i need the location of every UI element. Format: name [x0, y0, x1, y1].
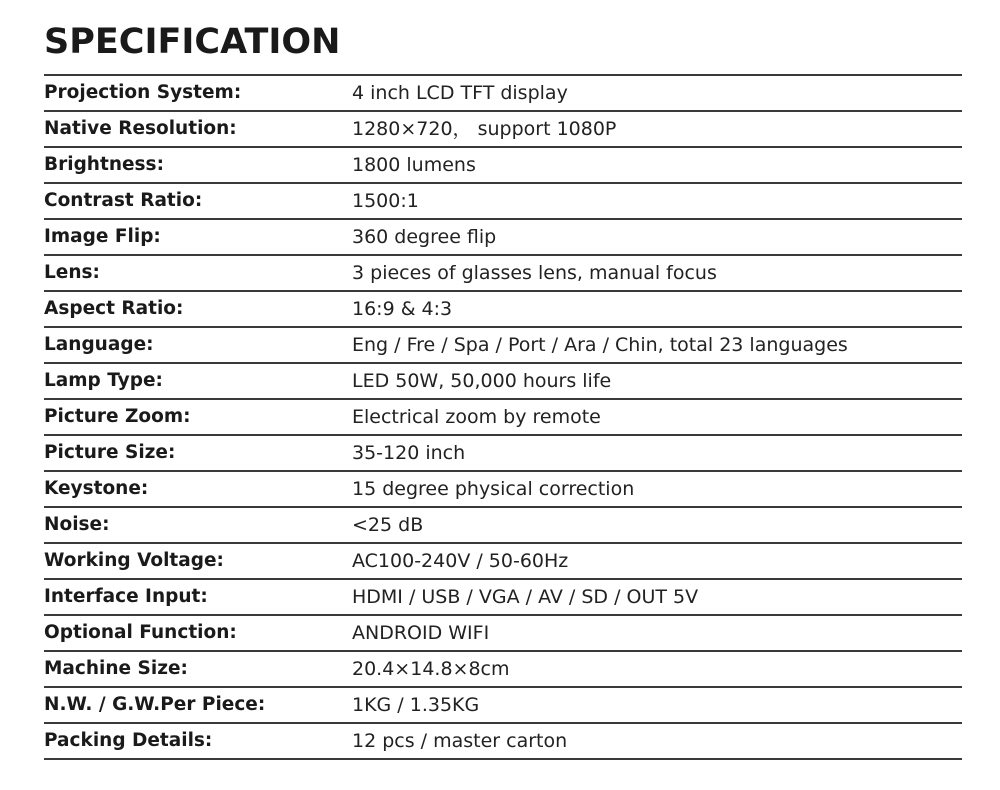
spec-value: 12 pcs / master carton	[352, 730, 568, 752]
spec-value: 35-120 inch	[352, 442, 466, 464]
spec-value: 20.4×14.8×8cm	[352, 658, 510, 680]
spec-value: 16:9 & 4:3	[352, 298, 453, 320]
spec-value: AC100-240V / 50-60Hz	[352, 550, 569, 572]
spec-value: LED 50W, 50,000 hours life	[352, 370, 612, 392]
spec-row	[44, 508, 962, 544]
spec-value: 15 degree physical correction	[352, 478, 635, 500]
spec-value: 360 degree flip	[352, 226, 497, 248]
spec-row	[44, 724, 962, 760]
spec-label: Aspect Ratio:	[44, 298, 184, 319]
spec-label: Noise:	[44, 514, 110, 535]
spec-label: Picture Zoom:	[44, 406, 191, 427]
spec-label: Native Resolution:	[44, 118, 237, 139]
spec-value: ANDROID WIFI	[352, 622, 490, 644]
specification-sheet	[44, 18, 962, 760]
spec-row	[44, 256, 962, 292]
page-title: SPECIFICATION	[44, 22, 341, 62]
spec-value: 1280×720， support 1080P	[352, 118, 617, 140]
spec-row	[44, 292, 962, 328]
spec-row	[44, 220, 962, 256]
spec-value: 1800 lumens	[352, 154, 476, 176]
spec-row	[44, 112, 962, 148]
spec-value: 3 pieces of glasses lens, manual focus	[352, 262, 717, 284]
spec-row	[44, 688, 962, 724]
spec-label: Contrast Ratio:	[44, 190, 203, 211]
spec-row	[44, 76, 962, 112]
spec-row	[44, 436, 962, 472]
spec-label: Keystone:	[44, 478, 149, 499]
spec-label: Interface Input:	[44, 586, 208, 607]
spec-label: Working Voltage:	[44, 550, 224, 571]
spec-value: 1500:1	[352, 190, 419, 212]
spec-label: N.W. / G.W.Per Piece:	[44, 694, 266, 715]
spec-label: Machine Size:	[44, 658, 188, 679]
spec-row	[44, 652, 962, 688]
spec-row	[44, 184, 962, 220]
spec-row	[44, 580, 962, 616]
spec-value: <25 dB	[352, 514, 424, 536]
spec-row	[44, 364, 962, 400]
spec-row	[44, 148, 962, 184]
spec-label: Picture Size:	[44, 442, 176, 463]
spec-value: HDMI / USB / VGA / AV / SD / OUT 5V	[352, 586, 699, 608]
spec-label: Image Flip:	[44, 226, 161, 247]
spec-label: Projection System:	[44, 82, 242, 103]
spec-label: Brightness:	[44, 154, 164, 175]
spec-value: Electrical zoom by remote	[352, 406, 601, 428]
spec-value: 1KG / 1.35KG	[352, 694, 480, 716]
spec-value: 4 inch LCD TFT display	[352, 82, 568, 104]
spec-row	[44, 544, 962, 580]
spec-row	[44, 472, 962, 508]
spec-row	[44, 400, 962, 436]
spec-table	[44, 74, 962, 760]
spec-row	[44, 616, 962, 652]
spec-label: Lens:	[44, 262, 100, 283]
spec-label: Lamp Type:	[44, 370, 163, 391]
spec-row	[44, 328, 962, 364]
spec-label: Language:	[44, 334, 154, 355]
spec-value: Eng / Fre / Spa / Port / Ara / Chin, total 23 languages	[352, 334, 848, 356]
spec-label: Optional Function:	[44, 622, 237, 643]
spec-label: Packing Details:	[44, 730, 213, 751]
